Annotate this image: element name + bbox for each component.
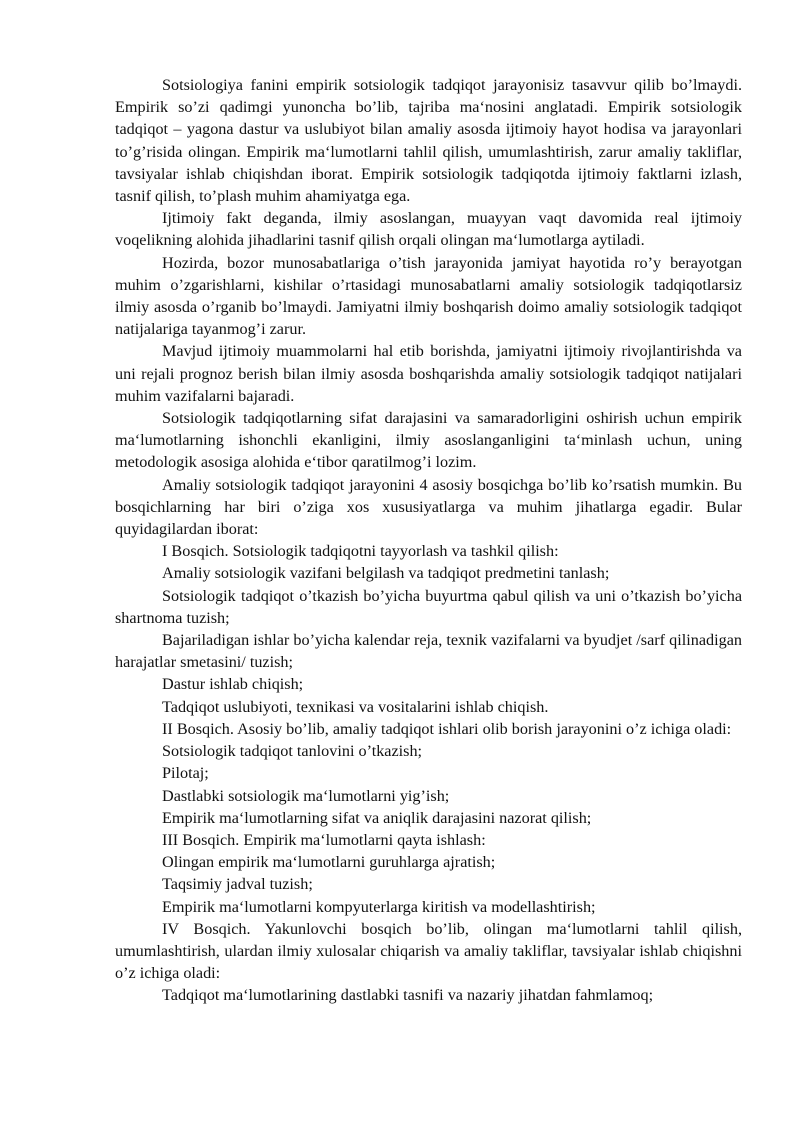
list-item: Bajariladigan ishlar bo’yicha kalendar reja, texnik vazifalarni va byudjet /sarf qilinadigan harajatlar smetasini/ tuzish; [115, 631, 742, 672]
paragraph-intro-empirical: Sotsiologiya fanini empirik sotsiologik tadqiqot jarayonisiz tasavvur qilib bo’lmaydi. Empirik so’zi qadimgi yunoncha bo’lib, tajriba ma‘nosini anglatadi. Empirik sotsiologik tadqiqot – yagona dastur va uslubiyot bilan amaliy asosda ijtimoiy hayot hodisa va jarayonlari to’g’risida olingan. Empirik ma‘lumotlarni tahlil qilish, umumlashtirish, zarur amaliy takliflar, tavsiyalar ishlab chiqishdan iborat. Empirik sotsiologik tadqiqotda ijtimoiy faktlarni izlash, tasnif qilish, to’plash muhim ahamiyatga ega. [115, 76, 742, 206]
stage-4-heading: IV Bosqich. Yakunlovchi bosqich bo’lib, olingan ma‘lumotlarni tahlil qilish, umumlashtirish, ulardan ilmiy xulosalar chiqarish va amaliy takliflar, tavsiyalar ishlab chiqishni o’z ichiga oladi: [115, 919, 742, 983]
list-item: Tadqiqot uslubiyoti, texnikasi va vositalarini ishlab chiqish. [162, 697, 549, 716]
list-item: Taqsimiy jadval tuzish; [162, 875, 313, 894]
paragraph-social-fact: Ijtimoiy fakt deganda, ilmiy asoslangan, muayyan vaqt davomida real ijtimoiy voqelikning alohida jihadlarini tasnif qilish orqali olingan ma‘lumotlarga aytiladi. [115, 209, 742, 250]
list-item: Tadqiqot ma‘lumotlarining dastlabki tasnifi va nazariy jihatdan fahmlamoq; [162, 986, 654, 1005]
list-item: Pilotaj; [162, 764, 209, 783]
list-item: Empirik ma‘lumotlarning sifat va aniqlik darajasini nazorat qilish; [162, 808, 592, 827]
list-item: Olingan empirik ma‘lumotlarni guruhlarga ajratish; [162, 853, 496, 872]
paragraph-social-problems: Mavjud ijtimoiy muammolarni hal etib borishda, jamiyatni ijtimoiy rivojlantirishda va uni rejali prognoz berish bilan ilmiy asosda boshqarishda amaliy sotsiologik tadqiqot natijalari muhim vazifalarni bajaradi. [115, 342, 742, 405]
list-item: Dastlabki sotsiologik ma‘lumotlarni yig’ish; [162, 786, 450, 805]
stage-2-heading: II Bosqich. Asosiy bo’lib, amaliy tadqiqot ishlari olib borish jarayonini o’z ichiga oladi: [162, 719, 732, 738]
list-item: Dastur ishlab chiqish; [162, 675, 304, 694]
list-item: Empirik ma‘lumotlarni kompyuterlarga kiritish va modellashtirish; [162, 897, 596, 916]
list-item: Amaliy sotsiologik vazifani belgilash va tadqiqot predmetini tanlash; [162, 564, 610, 583]
stage-3-heading: III Bosqich. Empirik ma‘lumotlarni qayta ishlash: [162, 830, 486, 849]
list-item: Sotsiologik tadqiqot tanlovini o’tkazish; [162, 742, 423, 761]
paragraph-market-transition: Hozirda, bozor munosabatlariga o’tish jarayonida jamiyat hayotida ro’y berayotgan muhim o’zgarishlarni, kishilar o’rtasidagi munosabatlarni amaliy sotsiologik tadqiqotlarsiz ilmiy asosda o’rganib bo’lmaydi. Jamiyatni ilmiy boshqarish doimo amaliy sotsiologik tadqiqot natijalariga tayanmog’i zarur. [115, 253, 742, 339]
stage-1-heading: I Bosqich. Sotsiologik tadqiqotni tayyorlash va tashkil qilish: [162, 542, 559, 561]
paragraph-quality: Sotsiologik tadqiqotlarning sifat darajasini va samaradorligini oshirish uchun empirik ma‘lumotlarning ishonchli ekanligini, ilmiy asoslanganligini ta‘minlash uchun, uning metodologik asosiga alohida e‘tibor qaratilmog’i lozim. [115, 409, 742, 472]
list-item: Sotsiologik tadqiqot o’tkazish bo’yicha buyurtma qabul qilish va uni o’tkazish bo’yicha shartnoma tuzish; [115, 586, 742, 627]
paragraph-four-stages: Amaliy sotsiologik tadqiqot jarayonini 4 asosiy bosqichga bo’lib ko’rsatish mumkin. Bu bosqichlarning har biri o’ziga xos xususiyatlarga va muhim jihatlarga egadir. Bular quyidagilardan iborat: [115, 475, 742, 539]
document-body [115, 74, 742, 1007]
